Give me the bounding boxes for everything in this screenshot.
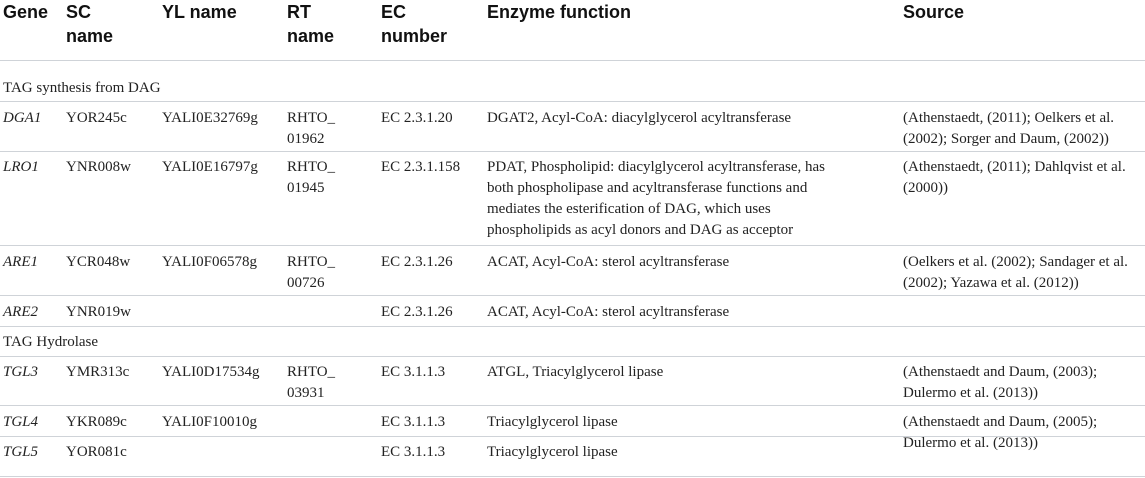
source-cell [903, 108, 1114, 150]
gene-cell: LRO1 [3, 159, 39, 175]
row-divider [0, 436, 1145, 437]
yl-name-cell: YALI0E32769g [162, 110, 258, 126]
header-rt-name [287, 0, 334, 48]
source-line: (Athenstaedt, (2011); Dahlqvist et al. [903, 159, 1126, 175]
header-rt-line1: RT [287, 2, 311, 22]
source-line: (2002); Sorger and Daum, (2002)) [903, 131, 1109, 147]
enzyme-function-cell [487, 412, 618, 433]
gene-cell: TGL4 [3, 414, 39, 430]
header-source: Source [903, 2, 965, 22]
function-line: PDAT, Phospholipid: diacylglycerol acyltransferase, has [487, 159, 825, 175]
source-cell [903, 362, 1097, 404]
source-line: (Oelkers et al. (2002); Sandager et al. [903, 254, 1128, 270]
rt-name-cell [287, 362, 335, 404]
sc-name-cell: YCR048w [66, 254, 131, 270]
gene-cell: ARE1 [3, 254, 38, 270]
yl-name-cell: YALI0F10010g [162, 414, 258, 430]
header-ec-number [381, 0, 447, 48]
sc-name-cell: YOR245c [66, 110, 127, 126]
rt-name-cell [287, 252, 335, 294]
yl-name-cell: YALI0F06578g [162, 254, 258, 270]
rt-name-line: 03931 [287, 385, 325, 401]
ec-number-cell: EC 3.1.1.3 [381, 364, 446, 380]
yl-name-cell: YALI0E16797g [162, 159, 258, 175]
rt-name-line: 01962 [287, 131, 325, 147]
row-divider [0, 326, 1145, 327]
ec-number-cell: EC 3.1.1.3 [381, 414, 446, 430]
rt-name-line: RHTO_ [287, 110, 336, 126]
section-label: TAG synthesis from DAG [3, 80, 161, 96]
sc-name-cell: YOR081c [66, 444, 127, 460]
source-line: (Athenstaedt, (2011); Oelkers et al. [903, 110, 1115, 126]
sc-name-cell: YKR089c [66, 414, 127, 430]
function-line: mediates the esterification of DAG, which uses [487, 201, 771, 217]
rt-name-line: 00726 [287, 275, 325, 291]
ec-number-cell: EC 2.3.1.26 [381, 254, 453, 270]
function-line: ACAT, Acyl-CoA: sterol acyltransferase [487, 254, 730, 270]
source-line: (Athenstaedt and Daum, (2003); [903, 364, 1098, 380]
function-line: both phospholipase and acyltransferase functions and [487, 180, 808, 196]
gene-cell: ARE2 [3, 304, 38, 320]
enzyme-function-cell [487, 362, 663, 383]
function-line: Triacylglycerol lipase [487, 444, 618, 460]
row-divider [0, 151, 1145, 152]
header-enzyme-function: Enzyme function [487, 2, 632, 22]
header-ec-line1: EC [381, 2, 407, 22]
sc-name-cell: YMR313c [66, 364, 130, 380]
ec-number-cell: EC 2.3.1.20 [381, 110, 453, 126]
function-line: ACAT, Acyl-CoA: sterol acyltransferase [487, 304, 730, 320]
table-bottom-rule [0, 476, 1145, 477]
header-rt-line2: name [287, 26, 335, 46]
enzyme-function-cell [487, 252, 729, 273]
enzyme-function-cell [487, 302, 729, 323]
header-sc-name [66, 0, 113, 48]
source-cell [903, 157, 1126, 199]
source-line: (2002); Yazawa et al. (2012)) [903, 275, 1079, 291]
rt-name-line: 01945 [287, 180, 325, 196]
ec-number-cell: EC 2.3.1.26 [381, 304, 453, 320]
header-sc-line1: SC [66, 2, 92, 22]
source-cell [903, 412, 1097, 454]
row-divider [0, 295, 1145, 296]
gene-cell: TGL3 [3, 364, 39, 380]
section-label: TAG Hydrolase [3, 334, 99, 350]
header-gene: Gene [3, 2, 49, 22]
enzyme-function-cell [487, 157, 825, 241]
function-line: DGAT2, Acyl-CoA: diacylglycerol acyltransferase [487, 110, 792, 126]
rt-name-line: RHTO_ [287, 159, 336, 175]
enzyme-function-cell [487, 442, 618, 463]
rt-name-cell [287, 157, 335, 199]
row-divider [0, 405, 1145, 406]
function-line: phospholipids as acyl donors and DAG as acceptor [487, 222, 794, 238]
rt-name-line: RHTO_ [287, 364, 336, 380]
yl-name-cell: YALI0D17534g [162, 364, 260, 380]
row-divider [0, 245, 1145, 246]
rt-name-line: RHTO_ [287, 254, 336, 270]
gene-cell: DGA1 [3, 110, 42, 126]
function-line: Triacylglycerol lipase [487, 414, 618, 430]
source-line: (2000)) [903, 180, 948, 196]
sc-name-cell: YNR008w [66, 159, 132, 175]
section-divider [0, 356, 1145, 357]
ec-number-cell: EC 2.3.1.158 [381, 159, 461, 175]
enzyme-function-cell [487, 108, 791, 129]
header-divider [0, 60, 1145, 61]
header-yl-name: YL name [162, 2, 237, 22]
rt-name-cell [287, 108, 335, 150]
source-line: (Athenstaedt and Daum, (2005); [903, 414, 1098, 430]
header-sc-line2: name [66, 26, 114, 46]
source-cell [903, 252, 1128, 294]
source-line: Dulermo et al. (2013)) [903, 435, 1038, 451]
function-line: ATGL, Triacylglycerol lipase [487, 364, 664, 380]
header-ec-line2: number [381, 26, 448, 46]
gene-cell: TGL5 [3, 444, 39, 460]
ec-number-cell: EC 3.1.1.3 [381, 444, 446, 460]
section-divider [0, 101, 1145, 102]
source-line: Dulermo et al. (2013)) [903, 385, 1038, 401]
sc-name-cell: YNR019w [66, 304, 132, 320]
